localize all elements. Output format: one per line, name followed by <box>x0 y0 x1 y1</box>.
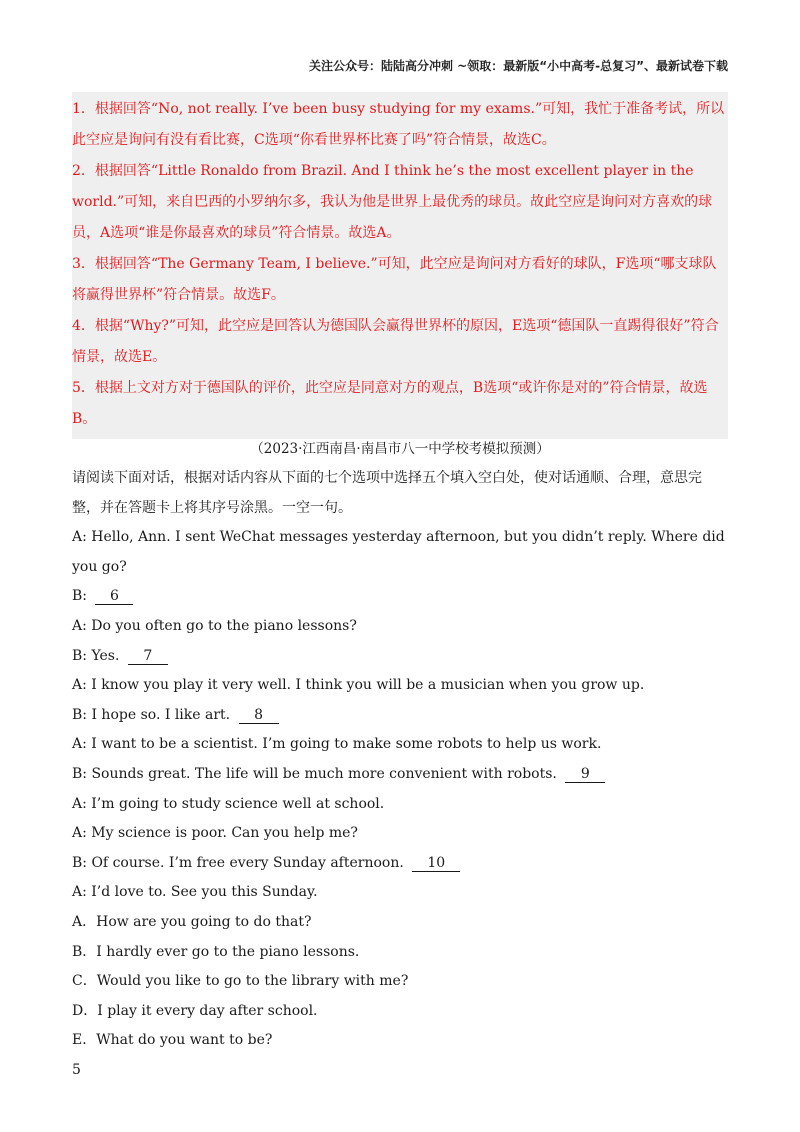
answer-blank-9[interactable]: 9 <box>565 766 605 783</box>
answer-blank-7[interactable]: 7 <box>128 648 168 665</box>
answer-blank-8[interactable]: 8 <box>239 707 279 724</box>
dialogue-line: A: I want to be a scientist. I’m going to make some robots to help us work. <box>72 736 602 753</box>
dialogue-line: B: 6 <box>72 582 728 612</box>
dialogue-line: A: I’m going to study science well at school. <box>72 795 385 812</box>
instructions: 请阅读下面对话，根据对话内容从下面的七个选项中选择五个填入空白处，使对话通顺、合理，意思完整，并在答题卡上将其序号涂黑。一空一句。 <box>72 470 702 516</box>
dialogue-line: A: I’d love to. See you this Sunday. <box>72 884 318 901</box>
question-source: （2023·江西南昌·南昌市八一中学校考模拟预测） <box>250 441 550 457</box>
answer-blank-6[interactable]: 6 <box>95 588 133 605</box>
dialogue-line: A: My science is poor. Can you help me? <box>72 825 358 842</box>
question-body <box>72 464 728 1056</box>
dialogue-line: B: Yes. 7 <box>72 642 728 672</box>
option-b: B．I hardly ever go to the piano lessons. <box>72 943 360 960</box>
dialogue-line: A: Do you often go to the piano lessons? <box>72 617 357 634</box>
dialogue-line: A: I know you play it very well. I think you will be a musician when you grow up. <box>72 677 645 694</box>
answer-blank-10[interactable]: 10 <box>412 855 460 872</box>
page-number: 5 <box>72 1062 81 1078</box>
dialogue-line: A: Hello, Ann. I sent WeChat messages yesterday afternoon, but you didn’t reply. Where did you go? <box>72 529 725 575</box>
answer-explanation-4: 4．根据“Why?”可知，此空应是回答认为德国队会赢得世界杯的原因，E选项“德国队一直踢得很好”符合情景，故选E。 <box>72 318 719 365</box>
option-e: E．What do you want to be? <box>72 1032 273 1049</box>
answer-explanation-2: 2．根据回答“Little Ronaldo from Brazil. And I think he’s the most excellent player in the world.”可知，来自巴西的小罗纳尔多，我认为他是世界上最优秀的球员。故此空应是询问对方喜欢的球员，A选项“谁是你最喜欢的球员”符合情景。故选A。 <box>72 163 713 241</box>
option-a: A．How are you going to do that? <box>72 913 312 930</box>
dialogue-line: B: I hope so. I like art. 8 <box>72 701 728 731</box>
answer-explanation-1: 1．根据回答“No, not really. I’ve been busy studying for my exams.”可知，我忙于准备考试，所以此空应是询问有没有看比赛，C选项“你看世界杯比赛了吗”符合情景，故选C。 <box>72 101 725 148</box>
answer-explanations <box>72 92 728 439</box>
answer-explanation-3: 3．根据回答“The Germany Team, I believe.”可知，此空应是询问对方看好的球队，F选项“哪支球队将赢得世界杯”符合情景。故选F。 <box>72 256 717 303</box>
dialogue-line: B: Sounds great. The life will be much more convenient with robots. 9 <box>72 760 728 790</box>
answer-explanation-5: 5．根据上文对方对于德国队的评价，此空应是同意对方的观点，B选项“或许你是对的”符合情景，故选B。 <box>72 380 708 427</box>
dialogue-line: B: Of course. I’m free every Sunday afternoon. 10 <box>72 849 728 879</box>
option-d: D．I play it every day after school. <box>72 1002 318 1019</box>
page-header: 关注公众号：陆陆高分冲刺 ~领取：最新版“小中高考-总复习”、最新试卷下载 <box>309 59 728 73</box>
option-c: C．Would you like to go to the library with me? <box>72 973 409 990</box>
